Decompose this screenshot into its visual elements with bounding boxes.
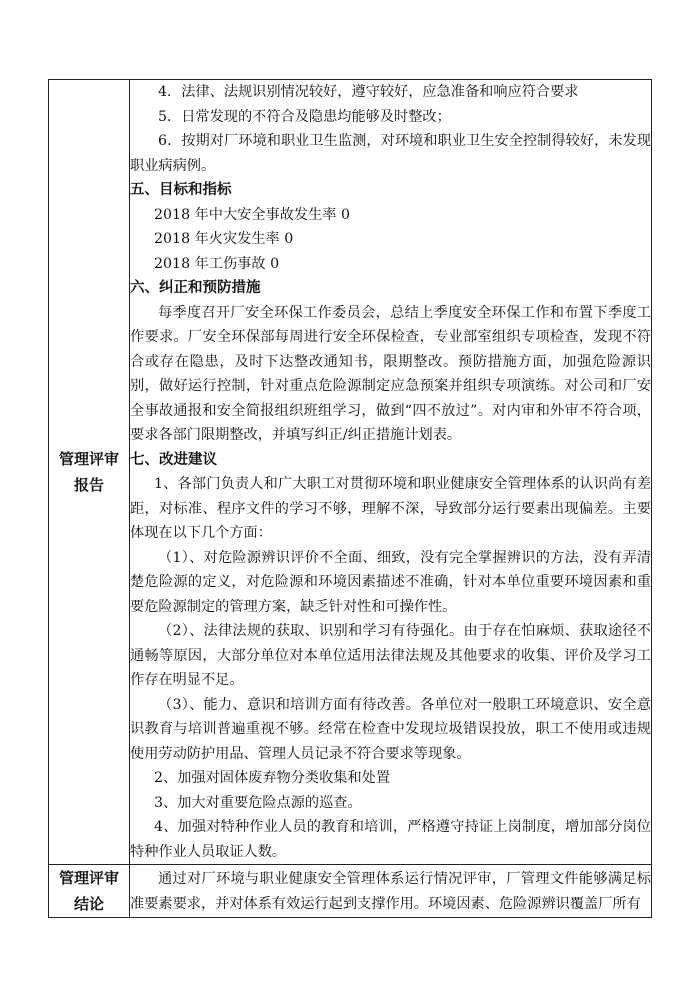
target-1: 2018 年中大安全事故发生率 0: [154, 206, 351, 223]
heading-targets: 五、目标和指标: [130, 182, 232, 198]
target-3: 2018 年工伤事故 0: [154, 255, 280, 272]
suggestion-1: 1、各部门负责人和广大职工对贯彻环境和职业健康安全管理体系的认识尚有差距，对标准、程序文件的学习不够，理解不深，导致部分运行要素出现偏差。主要体现在以下几个方面：: [130, 476, 651, 541]
conclusion-label-line2: 结论: [73, 895, 104, 913]
review-report-table: [48, 79, 652, 918]
suggestion-4: 4、加强对特种作业人员的教育和培训，严格遵守持证上岗制度，增加部分岗位特种作业人员取证人数。: [130, 819, 651, 860]
conclusion-label-cell: [49, 865, 130, 918]
suggestion-3: 3、加大对重要危险点源的巡查。: [154, 794, 362, 811]
item-5: 5．日常发现的不符合及隐患均能够及时整改；: [158, 108, 451, 125]
corrective-paragraph: 每季度召开厂安全环保工作委员会，总结上季度安全环保工作和布置下季度工作要求。厂安全环保部每周进行安全环保检查，专业部室组织专项检查，发现不符合或存在隐患，及时下达整改通知书，限期整改。预防措施方面，加强危险源识别，做好运行控制，针对重点危险源制定应急预案并组织专项演练。对公司和厂安全事故通报和安全简报组织班组学习，做到“四不放过”。对内审和外审不符合项，要求各部门限期整改，并填写纠正/纠正措施计划表。: [130, 304, 651, 443]
report-label-cell: [49, 80, 130, 865]
target-2: 2018 年火灾发生率 0: [154, 231, 294, 247]
suggestion-2: 2、加强对固体废弃物分类收集和处置: [154, 770, 391, 786]
conclusion-row: [49, 865, 652, 918]
suggestion-1c: （3）、能力、意识和培训方面有待改善。各单位对一般职工环境意识、安全意识教育与培训普遍重视不够。经常在检查中发现垃圾错误投放，职工不使用或违规使用劳动防护用品、管理人员记录不符合要求等现象。: [130, 696, 651, 762]
conclusion-clip: [130, 867, 651, 913]
item-4: 4．法律、法规识别情况较好，遵守较好，应急准备和响应符合要求: [158, 84, 579, 100]
suggestion-1a: （1）、对危险源辨识评价不全面、细致，没有完全掌握辨识的方法，没有弄清楚危险源的定义，对危险源和环境因素描述不准确，针对本单位重要环境因素和重要危险源制定的管理方案，缺乏针对性和可操作性。: [130, 549, 651, 615]
item-6: 6．按期对厂环境和职业卫生监测，对环境和职业卫生安全控制得较好，未发现职业病病例。: [130, 133, 651, 174]
report-row: [49, 80, 652, 865]
heading-corrective: 六、纠正和预防措施: [130, 280, 261, 296]
conclusion-label-line1: 管理评审: [58, 869, 119, 887]
suggestion-1b: （2）、法律法规的获取、识别和学习有待强化。由于存在怕麻烦、获取途径不通畅等原因，大部分单位对本单位适用法律法规及其他要求的收集、评价及学习工作存在明显不足。: [130, 623, 651, 688]
report-content-cell: [130, 80, 652, 865]
report-label-line1: 管理评审: [58, 450, 119, 468]
heading-improvement: 七、改进建议: [130, 451, 217, 468]
conclusion-text: 通过对厂环境与职业健康安全管理体系运行情况评审，厂管理文件能够满足标准要素要求，并对体系有效运行起到支撑作用。环境因素、危险源辨识覆盖厂所有: [130, 871, 651, 912]
conclusion-content-cell: [130, 865, 652, 918]
report-label-line2: 报告: [73, 476, 104, 494]
